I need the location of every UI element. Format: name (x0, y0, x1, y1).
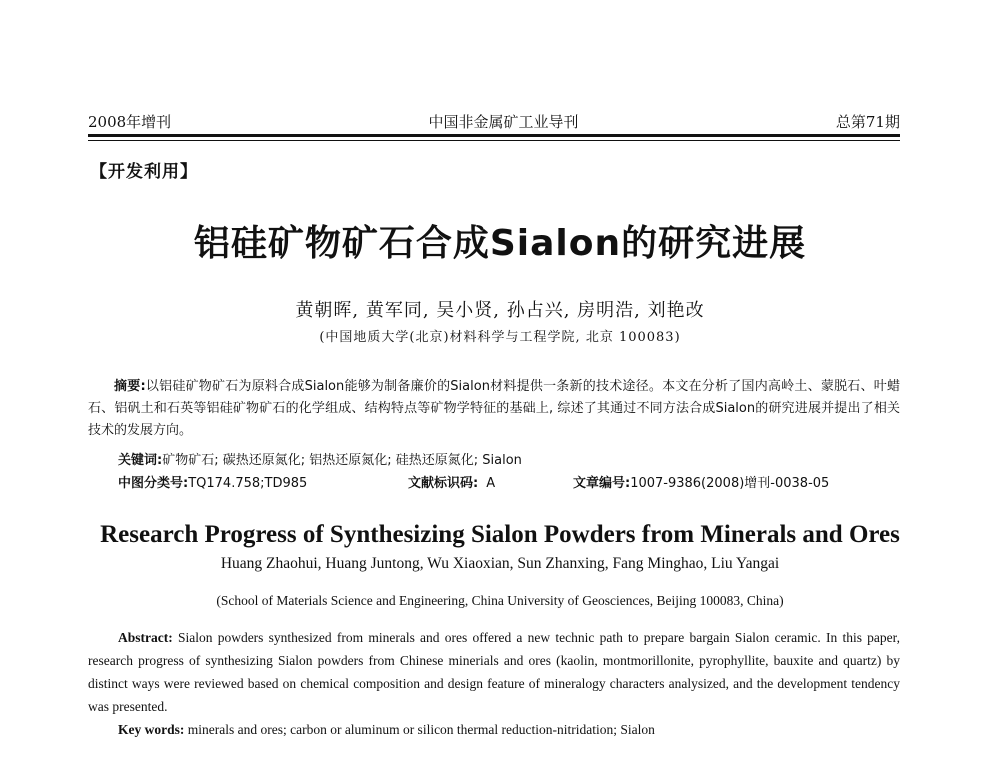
affiliation-english: (School of Materials Science and Engineering, China University of Geosciences, Beijing 100083, China) (216, 593, 784, 608)
article-number-block (573, 475, 829, 493)
header-rule-thick (88, 134, 900, 137)
title-english: Research Progress of Synthesizing Sialon Powders from Minerals and Ores (100, 521, 900, 548)
keywords-chinese-label: 关键词: (118, 453, 163, 468)
keywords-english-label: Key words: (118, 722, 185, 737)
keywords-english-text: minerals and ores; carbon or aluminum or silicon thermal reduction-nitridation; Sialon (184, 722, 655, 737)
abstract-english-text: Sialon powders synthesized from minerals and ores offered a new technic path to prepare bargain Sialon ceramic. In this paper, research progress of synthesizing Sialon powders from Chinese minerials and ores (kaolin, montmorillonite, pyrophyllite, bauxite and quartz) by distinct ways were reviewed based on chemical composition and design feature of mineralogy characters analysized, and the development tendency was presented. (88, 630, 900, 714)
header-journal-name: 中国非金属矿工业导刊 (428, 113, 579, 131)
abstract-english (88, 626, 900, 718)
abstract-chinese-label: 摘要: (114, 379, 146, 394)
header-total-issue: 总第71期 (835, 113, 900, 131)
clc-block (118, 475, 307, 493)
authors-english: Huang Zhaohui, Huang Juntong, Wu Xiaoxian, Sun Zhanxing, Fang Minghao, Liu Yangai (220, 555, 780, 572)
keywords-english (118, 721, 900, 739)
running-header (88, 113, 900, 131)
doc-code-label: 文献标识码: (408, 476, 479, 491)
authors-chinese: 黄朝晖, 黄军同, 吴小贤, 孙占兴, 房明浩, 刘艳改 (295, 300, 705, 321)
doc-code-value: A (486, 476, 496, 491)
affiliation-chinese: (中国地质大学(北京)材料科学与工程学院, 北京 100083) (319, 330, 681, 345)
section-tag: 【开发利用】 (90, 162, 198, 182)
keywords-chinese (118, 452, 900, 470)
clc-value: TQ174.758;TD985 (188, 476, 308, 491)
article-number-value: 1007-9386(2008)增刊-0038-05 (630, 476, 830, 491)
abstract-chinese (88, 376, 900, 442)
header-issue: 2008年增刊 (88, 113, 172, 131)
article-number-label: 文章编号: (573, 476, 631, 491)
header-rule-thin (88, 140, 900, 141)
keywords-chinese-text: 矿物矿石; 碳热还原氮化; 铝热还原氮化; 硅热还原氮化; Sialon (162, 453, 522, 468)
clc-label: 中图分类号: (118, 476, 189, 491)
abstract-english-label: Abstract: (118, 630, 173, 645)
abstract-chinese-text: 以铝硅矿物矿石为原料合成Sialon能够为制备廉价的Sialon材料提供一条新的技术途径。本文在分析了国内高岭土、蒙脱石、叶蜡石、铝矾土和石英等铝硅矿物矿石的化学组成、结构特点等矿物学特征的基础上, 综述了其通过不同方法合成Sialon的研究进展并提出了相关技术的发展方向。 (88, 379, 900, 438)
doc-code-block (408, 475, 495, 493)
title-chinese: 铝硅矿物矿石合成Sialon的研究进展 (193, 223, 807, 264)
